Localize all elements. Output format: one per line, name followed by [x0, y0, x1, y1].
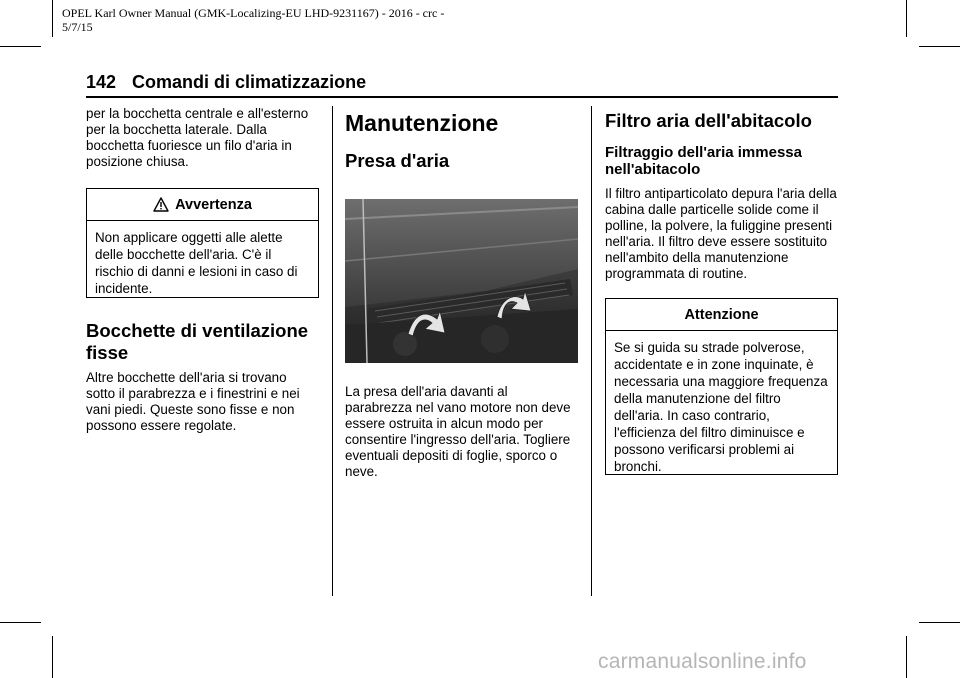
- warning-box-title: [87, 189, 318, 221]
- crop-mark-bottom-left-h: [0, 622, 41, 623]
- document-meta-line2: 5/7/15: [62, 20, 93, 34]
- notice-box-text: Se si guida su strade polverose, accidentate e in zone inquinate, è necessaria una maggiore frequenza della manutenzione del filtro dell'aria. In caso contrario, l'efficienza del filtro diminuisce e possono verificarsi problemi ai bronchi.: [614, 340, 828, 474]
- crop-mark-top-left-h: [0, 46, 41, 47]
- document-meta: [62, 6, 444, 34]
- cabin-filter-paragraph: Il filtro antiparticolato depura l'aria della cabina dalle particelle solide come il polline, la polvere, la fuliggine presenti nell'aria. Il filtro deve essere sostituito nell'ambito della manutenzione programmata di routine.: [605, 186, 837, 281]
- warning-box: [86, 188, 319, 298]
- column-divider-1: [332, 106, 333, 596]
- page-number: 142: [86, 72, 117, 92]
- intro-paragraph: per la bocchetta centrale e all'esterno per la bocchetta laterale. Dalla bocchetta fuoriesce un filo d'aria in posizione chiusa.: [86, 106, 309, 169]
- crop-mark-bottom-right-v: [906, 636, 907, 678]
- crop-mark-top-right-h: [919, 46, 960, 47]
- cabin-air-filtering-subheading: Filtraggio dell'aria immessa nell'abitacolo: [605, 144, 802, 178]
- crop-mark-bottom-right-h: [919, 622, 960, 623]
- maintenance-heading: Manutenzione: [345, 110, 499, 136]
- document-meta-line1: OPEL Karl Owner Manual (GMK-Localizing-EU LHD-9231167) - 2016 - crc -: [62, 6, 445, 20]
- column-3: [605, 106, 838, 475]
- crop-mark-bottom-left-v: [52, 636, 53, 678]
- column-1: [86, 106, 319, 434]
- warning-triangle-icon: [153, 197, 169, 212]
- page-header: [86, 72, 838, 98]
- fixed-vents-heading: Bocchette di ventilazione fisse: [86, 320, 309, 363]
- air-intake-caption: La presa dell'aria davanti al parabrezza nel vano motore non deve essere ostruita in alcun modo per consentire l'ingresso dell'aria. Togliere eventuali depositi di foglie, sporco o neve.: [345, 384, 571, 479]
- crop-mark-top-right-v: [906, 0, 907, 37]
- page-title: Comandi di climatizzazione: [132, 72, 367, 92]
- air-intake-photo: [345, 199, 578, 363]
- column-2: [345, 106, 578, 172]
- watermark: carmanualsonline.info: [598, 650, 807, 673]
- column-2-caption-wrap: [345, 384, 578, 480]
- warning-box-text: Non applicare oggetti alle alette delle bocchette dell'aria. C'è il rischio di danni e lesioni in caso di incidente.: [95, 230, 298, 296]
- warning-title-text: Avvertenza: [175, 196, 252, 213]
- air-intake-heading: Presa d'aria: [345, 150, 450, 171]
- column-divider-2: [591, 106, 592, 596]
- crop-mark-top-left-v: [52, 0, 53, 37]
- fixed-vents-paragraph: Altre bocchette dell'aria si trovano sotto il parabrezza e i finestrini e nei vani piedi. Queste sono fisse e non possono essere regolate.: [86, 370, 300, 433]
- notice-box-title: Attenzione: [606, 299, 837, 331]
- cabin-filter-heading: Filtro aria dell'abitacolo: [605, 110, 812, 131]
- notice-box: [605, 298, 838, 475]
- air-intake-illustration: [345, 199, 578, 363]
